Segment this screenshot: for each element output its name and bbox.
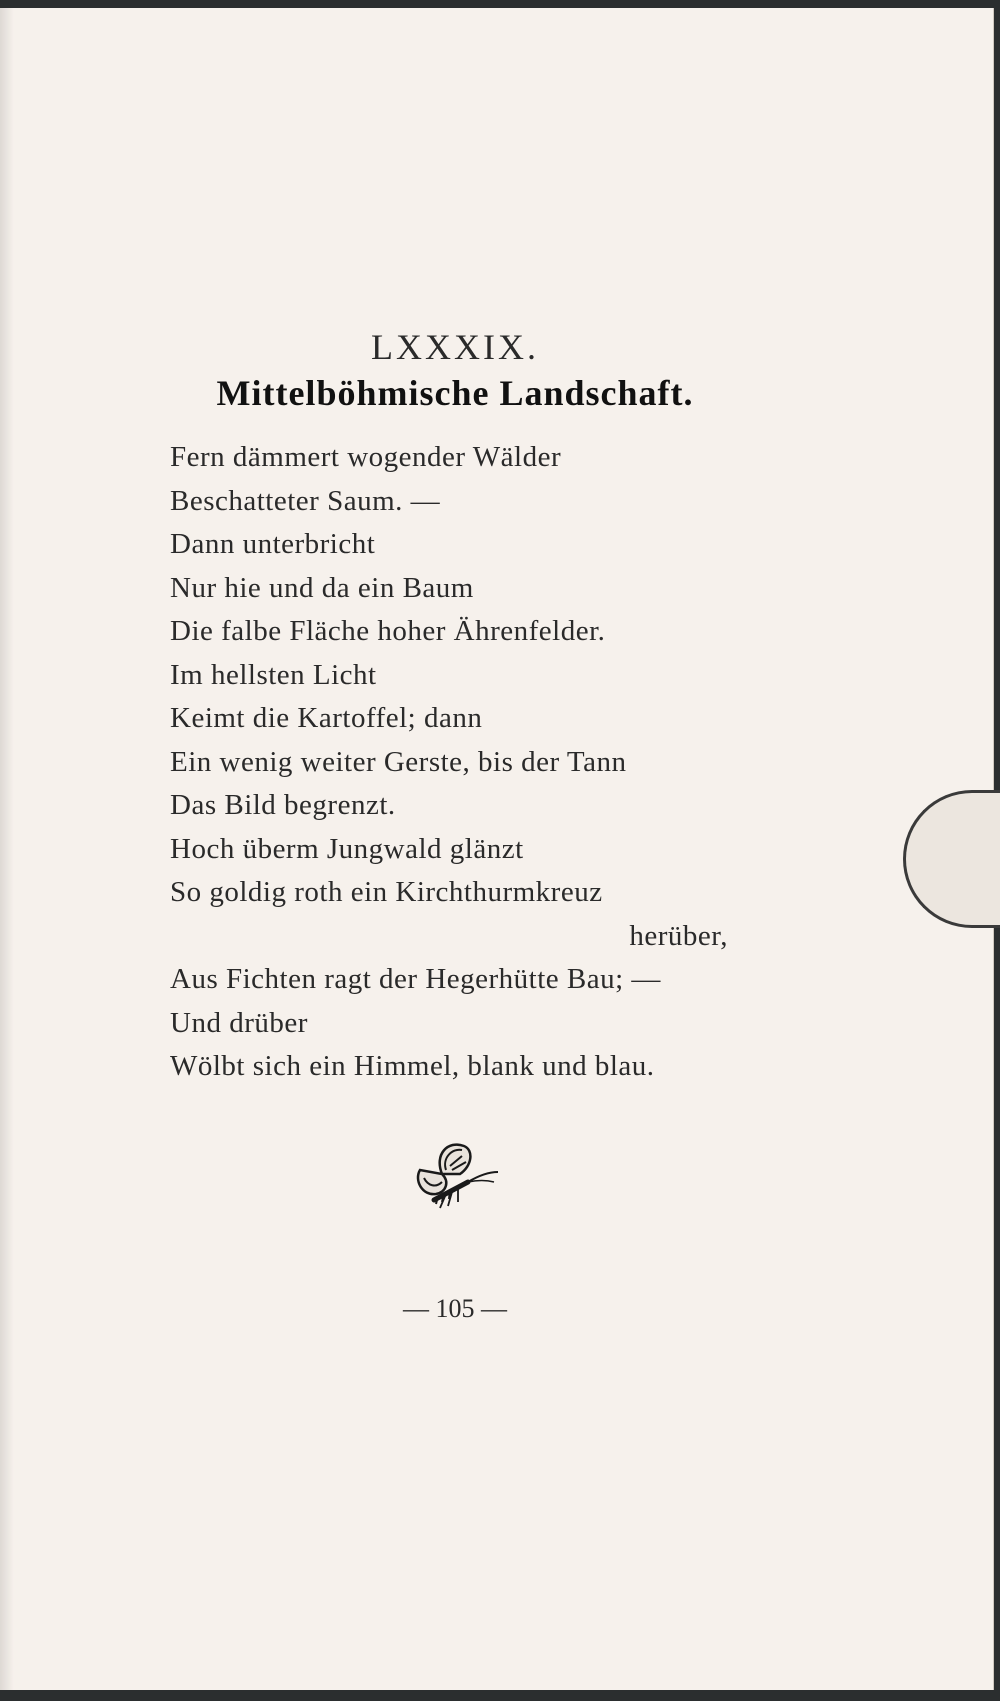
poem-line: Fern dämmert wogender Wälder [170,441,562,473]
bookmark-tab [903,790,1000,928]
poem-line: Dann unterbricht [170,528,376,560]
poem-line: Hoch überm Jungwald glänzt [170,832,524,865]
poem-line-continuation: herüber, [629,919,728,952]
poem-line: Aus Fichten ragt der Hegerhütte Bau; — [170,963,661,995]
poem-line: Im hellsten Licht [170,658,377,691]
poem-line: Nur hie und da ein Baum [170,571,474,604]
poem-body [170,436,750,1089]
poem-title: Mittelböhmische Landschaft. [216,373,694,413]
poem-line: Wölbt sich ein Himmel, blank und blau. [170,1050,655,1082]
poem-line: Das Bild begrenzt. [170,789,396,821]
poem-line: Ein wenig weiter Gerste, bis der Tann [170,745,627,778]
poem-line: Beschatteter Saum. — [170,484,441,517]
poem-number: LXXXIX. [371,327,539,367]
book-page [0,8,994,1690]
poem-line: So goldig roth ein Kirchthurmkreuz [170,876,603,908]
page-number: — 105 — [403,1294,507,1323]
poem-line: Und drüber [170,1006,308,1039]
butterfly-ornament-icon [412,1136,504,1214]
spine-shadow [0,8,14,1690]
poem-line: Die falbe Fläche hoher Ährenfelder. [170,615,606,647]
poem-line: Keimt die Kartoffel; dann [170,702,483,734]
